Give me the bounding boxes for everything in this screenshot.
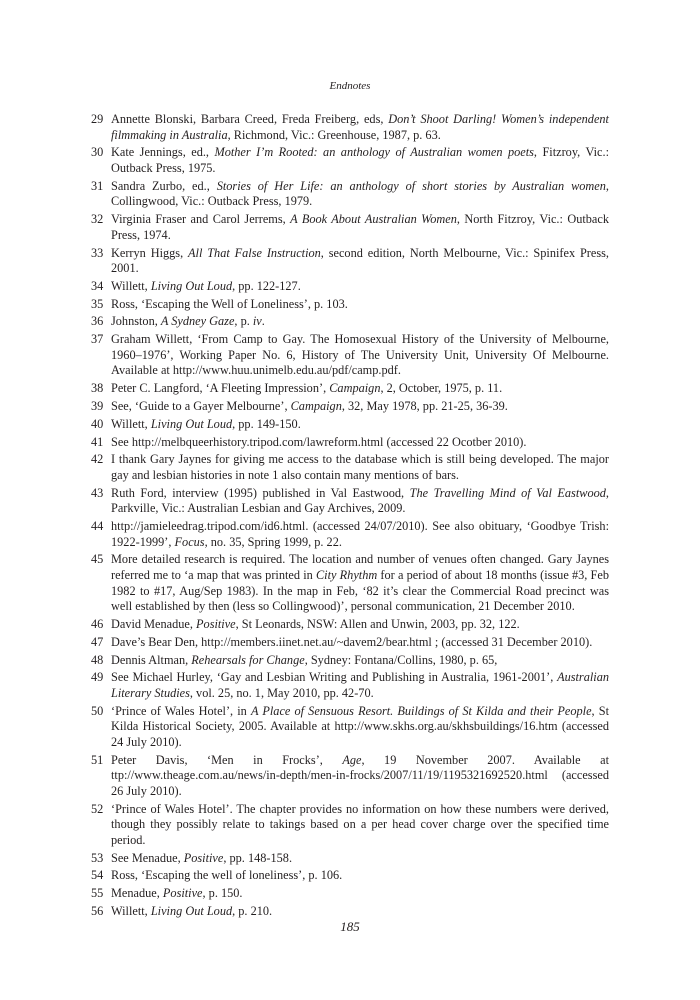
endnote	[91, 381, 609, 397]
endnote-text	[111, 904, 609, 920]
endnote-number: 29	[91, 112, 104, 126]
endnote-number: 50	[91, 703, 104, 718]
endnote-text	[111, 653, 609, 669]
endnote-italic-title: Mother I’m Rooted: an anthology of Australian women poets	[214, 145, 534, 160]
endnote	[91, 314, 609, 330]
endnote-text	[111, 314, 609, 330]
endnote-text	[111, 399, 609, 415]
running-header: Endnotes	[329, 80, 371, 92]
endnote-number: 54	[91, 868, 104, 883]
endnote-text-run: Dave’s Bear Den, http://members.iinet.net.au/~davem2/bear.html ; (accessed 31 December 2010).	[111, 634, 593, 649]
endnote-text-run: , 2, October, 1975, p. 11.	[380, 381, 503, 396]
endnote	[91, 452, 609, 483]
endnote-number: 34	[91, 278, 104, 293]
endnote	[91, 399, 609, 415]
endnote-text-run: , North Fitzroy, Vic.: Outback Press, 1974.	[111, 212, 609, 242]
endnote-text-run: for a period of about 18 months (issue #3, Feb 1982 to #17, Aug/Sep 1983). In the map in Feb, ‘82 it’s clear the Commercial Road precinct was well established by then (less so Collingwood)’, personal communication, 21 December 2010.	[111, 568, 610, 614]
endnote-text-run: Sandra Zurbo, ed.,	[111, 178, 217, 193]
endnote-text-run: Ross, ‘Escaping the well of loneliness’, p. 106.	[111, 868, 343, 883]
endnote-text-run: http://jamieleedrag.tripod.com/id6.html. (accessed 24/07/2010). See also obituary, ‘Goodbye Trish: 1922-1999’,	[111, 519, 609, 549]
endnote-italic-title: Don’t Shoot Darling! Women’s independent filmmaking in Australia,	[111, 112, 609, 142]
endnote-italic-title: Stories of Her Life: an anthology of short stories by Australian women	[216, 178, 606, 193]
endnote-text-run: Menadue,	[111, 886, 163, 901]
endnote-number: 37	[91, 332, 104, 347]
endnote-number: 51	[91, 752, 104, 767]
endnote	[91, 851, 609, 867]
endnote	[91, 332, 609, 379]
endnote-text	[111, 381, 609, 397]
endnote-text-run: ‘Prince of Wales Hotel’. The chapter provides no information on how these numbers were derived, though they possibly relate to takings based on a per head cover charge over the specified time period.	[111, 801, 609, 847]
endnote-number: 42	[91, 452, 104, 467]
endnote-text-run: , St Leonards, NSW: Allen and Unwin, 2003, pp. 32, 122.	[235, 617, 520, 631]
endnotes-list	[91, 112, 609, 922]
endnote-text-run: ‘Prince of Wales Hotel’, in	[111, 703, 251, 718]
endnote-text-run: p. 150.	[205, 886, 243, 901]
endnote-text-run: Kate Jennings, ed.,	[111, 145, 215, 160]
endnote-text	[111, 112, 609, 143]
endnote-number: 38	[91, 381, 104, 396]
endnote-italic-title: The Travelling Mind of Val Eastwood	[409, 485, 606, 500]
endnote-text-run: , pp. 148-158.	[223, 850, 293, 865]
endnote-number: 46	[91, 617, 104, 631]
endnote-text-run: , pp. 122-127.	[232, 278, 301, 293]
endnote-text-run: Graham Willett, ‘From Camp to Gay. The Homosexual History of the University of Melbourne, 1960–1976’, Working Paper No. 6, History of The University Unit, University Of Melbourne. Available at http://www.huu.unimelb.edu.au/pdf/camp.pdf.	[111, 332, 609, 378]
endnote	[91, 617, 609, 633]
page-number: 185	[340, 919, 360, 934]
endnote-text	[111, 212, 609, 243]
endnote-text-run: Annette Blonski, Barbara Creed, Freda Freiberg, eds,	[111, 112, 389, 126]
endnote	[91, 435, 609, 451]
endnote	[91, 519, 609, 550]
endnote-italic-title: Living Out Loud	[150, 278, 233, 293]
endnote-italic-title: Living Out Loud	[150, 416, 233, 431]
endnote	[91, 297, 609, 313]
endnote-text	[111, 886, 609, 902]
endnote-italic-title: A Place of Sensuous Resort. Buildings of St Kilda and their People	[250, 703, 592, 718]
endnote-text-run: Willett,	[111, 278, 151, 293]
endnote-number: 35	[91, 296, 104, 311]
endnote-text-run: More detailed research is required. The location and number of venues often changed. Gary Jaynes referred me to ‘a map that was printed in	[111, 552, 609, 583]
endnote-italic-title: iv	[252, 314, 262, 329]
endnote-number: 53	[91, 850, 104, 865]
endnote-text-run: , p. 210.	[232, 903, 273, 918]
endnote-text-run: Peter Davis, ‘Men in Frocks’,	[111, 752, 343, 767]
endnote	[91, 279, 609, 295]
endnote-text-run: , Sydney: Fontana/Collins, 1980, p. 65,	[304, 652, 498, 667]
endnote-italic-title: Campaign	[329, 381, 381, 396]
endnote-text-run: , pp. 149-150.	[232, 416, 301, 431]
endnote-text-run: , vol. 25, no. 1, May 2010, pp. 42-70.	[189, 685, 374, 700]
endnote-number: 45	[91, 552, 104, 567]
endnote	[91, 868, 609, 884]
endnote-text-run: Kerryn Higgs,	[111, 245, 189, 260]
endnote-text-run: Virginia Fraser and Carol Jerrems,	[111, 212, 291, 227]
endnote-italic-title: All That False Instruction	[188, 245, 321, 260]
endnote-text	[111, 486, 609, 517]
endnote	[91, 486, 609, 517]
endnote-text	[111, 246, 609, 277]
endnote-italic-title: Australian Literary Studies	[111, 670, 609, 700]
endnote-number: 52	[91, 801, 104, 816]
endnote-text	[111, 868, 609, 884]
endnote	[91, 417, 609, 433]
endnote-text-run: Johnston,	[111, 314, 161, 329]
endnote	[91, 802, 609, 849]
endnote	[91, 753, 609, 800]
endnote-text	[111, 452, 609, 483]
endnote-text	[111, 279, 609, 295]
endnote-text-run: Richmond, Vic.: Greenhouse, 1987, p. 63.	[230, 127, 441, 142]
endnote-italic-title: Positive	[183, 850, 224, 865]
endnote	[91, 904, 609, 920]
endnote-text-run: See Menadue,	[111, 850, 184, 865]
endnote	[91, 145, 609, 176]
endnote-text-run: Willett,	[111, 416, 151, 431]
endnote-text-run: , Fitzroy, Vic.: Outback Press, 1975.	[111, 145, 609, 175]
endnote-text	[111, 145, 609, 176]
endnote-number: 40	[91, 416, 104, 431]
endnote-text	[111, 417, 609, 433]
endnote-italic-title: Positive,	[162, 886, 206, 901]
endnote-text	[111, 802, 609, 849]
endnote	[91, 635, 609, 651]
endnote-text-run: Ross, ‘Escaping the Well of Loneliness’, p. 103.	[111, 296, 348, 311]
endnote-text	[111, 704, 609, 751]
endnote-text-run: Dennis Altman,	[111, 652, 192, 667]
endnote	[91, 179, 609, 210]
endnote-text-run: See http://melbqueerhistory.tripod.com/lawreform.html (accessed 22 Ocotber 2010).	[111, 434, 527, 449]
endnote-number: 36	[91, 314, 104, 329]
endnote-text	[111, 753, 609, 800]
endnote	[91, 212, 609, 243]
endnote-italic-title: Campaign	[290, 398, 342, 413]
endnote-text-run: Peter C. Langford, ‘A Fleeting Impression’,	[111, 381, 330, 396]
endnote-number: 47	[91, 634, 104, 649]
endnote-number: 48	[91, 652, 104, 667]
endnote-italic-title: Living Out Loud	[150, 903, 233, 918]
endnote-italic-title: City Rhythm	[315, 568, 378, 583]
endnote-number: 43	[91, 485, 104, 500]
endnote-text-run: , Parkville, Vic.: Australian Lesbian and Gay Archives, 2009.	[111, 485, 609, 516]
endnote-number: 55	[91, 886, 104, 901]
endnote-text-run: .	[261, 314, 265, 329]
endnote-number: 39	[91, 398, 104, 413]
endnote-text-run: , p.	[234, 314, 253, 329]
endnote-number: 32	[91, 212, 104, 227]
endnote-text	[111, 435, 609, 451]
endnote-text-run: , Collingwood, Vic.: Outback Press, 1979.	[111, 178, 609, 209]
endnote-text	[111, 635, 609, 651]
endnote-text-run: Willett,	[111, 903, 151, 918]
endnote	[91, 653, 609, 669]
endnote-text	[111, 617, 609, 633]
endnote-text	[111, 851, 609, 867]
endnote-text-run: See, ‘Guide to a Gayer Melbourne’,	[111, 398, 291, 413]
endnote	[91, 112, 609, 143]
endnote-italic-title: Positive	[196, 617, 236, 631]
endnote-text-run: See Michael Hurley, ‘Gay and Lesbian Writing and Publishing in Australia, 1961-2001’,	[111, 670, 558, 685]
endnote-number: 44	[91, 519, 104, 534]
endnote-number: 30	[91, 145, 104, 160]
endnote	[91, 886, 609, 902]
endnote-text-run: , 19 November 2007. Available at ttp://www.theage.com.au/news/in-depth/men-in-frocks/2007/11/19/1195321692520.html (accessed 26 July 2010).	[111, 752, 609, 798]
endnote	[91, 552, 609, 614]
endnote-text	[111, 670, 609, 701]
endnote-text-run: Ruth Ford, interview (1995) published in Val Eastwood,	[111, 485, 410, 500]
endnote-italic-title: Rehearsals for Change	[191, 652, 305, 667]
endnote-text	[111, 179, 609, 210]
endnote-italic-title: A Book About Australian Women	[290, 212, 457, 227]
endnote-text	[111, 332, 609, 379]
endnote	[91, 246, 609, 277]
endnote-italic-title: Age	[342, 752, 362, 767]
endnote-number: 41	[91, 434, 104, 449]
endnote-number: 31	[91, 178, 104, 193]
endnote-text-run: I thank Gary Jaynes for giving me access to the database which is still being developed. The major gay and lesbian histories in note 1 also contain many mentions of bars.	[111, 452, 609, 482]
endnote	[91, 670, 609, 701]
endnote-text	[111, 297, 609, 313]
endnote-italic-title: A Sydney Gaze	[160, 314, 235, 329]
endnote-text-run: no. 35, Spring 1999, p. 22.	[207, 534, 342, 549]
endnote-text-run: David Menadue,	[111, 617, 197, 631]
endnote-text	[111, 519, 609, 550]
endnote-text-run: , second edition, North Melbourne, Vic.: Spinifex Press, 2001.	[111, 245, 609, 276]
endnote-number: 56	[91, 903, 104, 918]
endnote-text-run: , St Kilda Historical Society, 2005. Available at http://www.skhs.org.au/skhsbuildings/16.htm (accessed 24 July 2010).	[111, 703, 610, 749]
endnote-number: 33	[91, 245, 104, 260]
endnote-text-run: , 32, May 1978, pp. 21-25, 36-39.	[341, 398, 508, 413]
endnote	[91, 704, 609, 751]
endnote-text	[111, 552, 609, 614]
endnote-italic-title: Focus,	[174, 534, 208, 549]
endnote-number: 49	[91, 670, 104, 685]
